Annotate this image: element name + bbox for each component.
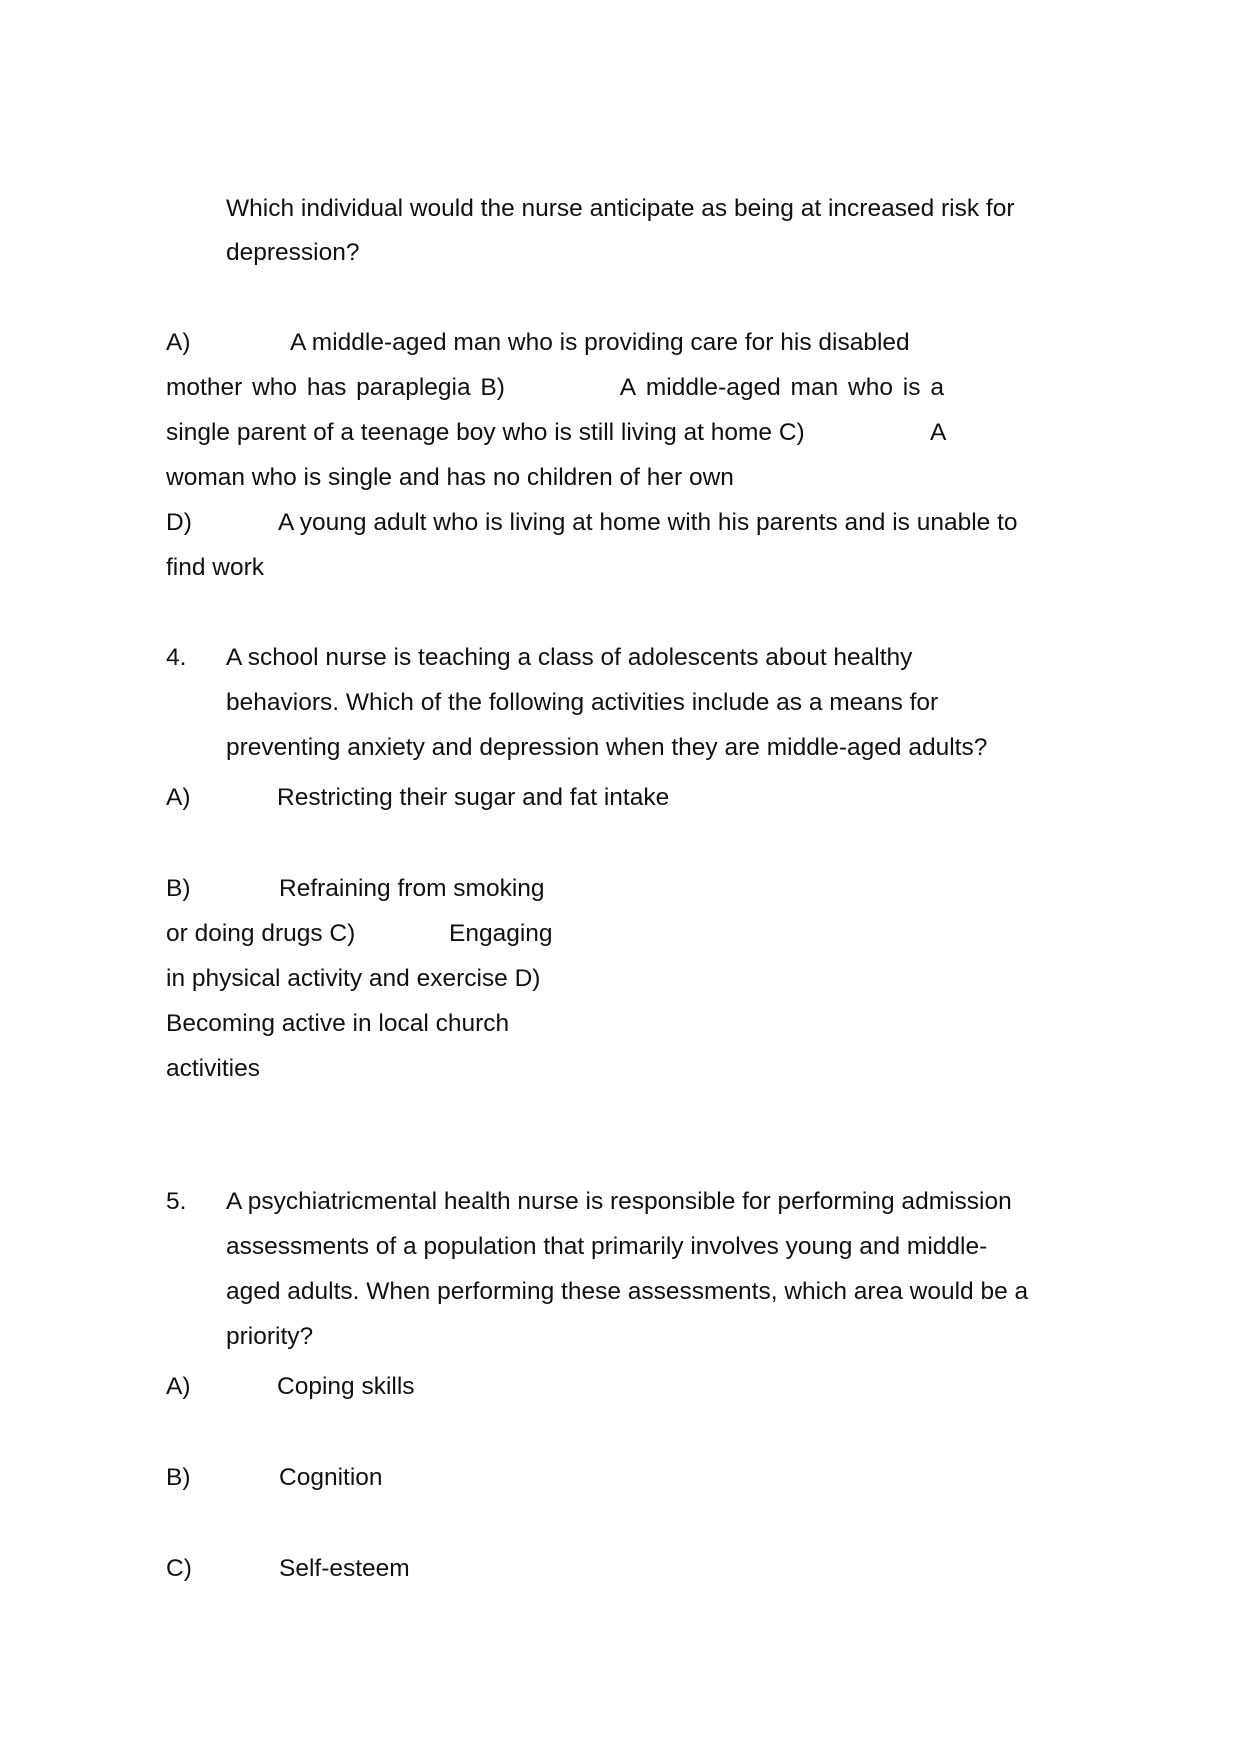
option-label-b: B): [166, 1464, 191, 1491]
option-label-a: A): [166, 784, 191, 811]
option-text-b: Refraining from smoking: [279, 875, 545, 902]
word: is: [902, 374, 921, 401]
option-text-a: Coping skills: [277, 1373, 415, 1400]
word: paraplegia: [356, 374, 471, 401]
question-stem-line: behaviors. Which of the following activities include as a means for: [226, 689, 939, 716]
word: who: [252, 374, 298, 401]
option-text-line: A: [930, 419, 947, 446]
option-text-line: Becoming active in local church: [166, 1010, 510, 1037]
option-label-a: A): [166, 329, 191, 356]
question-stem-line: assessments of a population that primarily involves young and middle-: [226, 1233, 988, 1260]
option-label-d: D): [166, 509, 192, 536]
word: A: [619, 374, 637, 401]
option-text-line: find work: [166, 554, 265, 581]
option-label-b: B): [166, 875, 191, 902]
option-text-a: Restricting their sugar and fat intake: [277, 784, 670, 811]
question-stem-line: Which individual would the nurse anticipate as being at increased risk for: [226, 195, 1015, 222]
option-label-c: C): [166, 1555, 192, 1582]
option-text-a: A middle-aged man who is providing care for his disabled: [290, 329, 910, 356]
question-number: 4.: [166, 644, 187, 671]
question-stem-line: A psychiatricmental health nurse is responsible for performing admission: [226, 1188, 1012, 1215]
option-text-line: or doing drugs C): [166, 920, 356, 947]
question-stem-line: A school nurse is teaching a class of adolescents about healthy: [226, 644, 913, 671]
option-text-c: Self-esteem: [279, 1555, 410, 1582]
question-stem-line: aged adults. When performing these assessments, which area would be a: [226, 1278, 1029, 1305]
option-text-line: single parent of a teenage boy who is still living at home C): [166, 419, 805, 446]
option-label-a: A): [166, 1373, 191, 1400]
word: a: [930, 374, 944, 401]
question-number: 5.: [166, 1188, 187, 1215]
word: middle-aged: [645, 374, 781, 401]
option-text-line: activities: [166, 1055, 260, 1082]
option-label-b: B): [480, 374, 505, 401]
option-text-d: A young adult who is living at home with his parents and is unable to: [278, 509, 1018, 536]
question-stem-line: priority?: [226, 1323, 314, 1350]
question-stem-line: depression?: [226, 239, 360, 266]
option-text-line: [166, 373, 944, 403]
word: has: [306, 374, 347, 401]
option-text-b: Cognition: [279, 1464, 383, 1491]
question-stem-line: preventing anxiety and depression when they are middle-aged adults?: [226, 734, 988, 761]
option-text-line: Engaging: [449, 920, 553, 947]
option-text-line: woman who is single and has no children of her own: [166, 464, 734, 491]
word: mother: [166, 374, 243, 401]
option-text-line: in physical activity and exercise D): [166, 965, 541, 992]
word: who: [848, 374, 893, 401]
word: man: [790, 374, 839, 401]
